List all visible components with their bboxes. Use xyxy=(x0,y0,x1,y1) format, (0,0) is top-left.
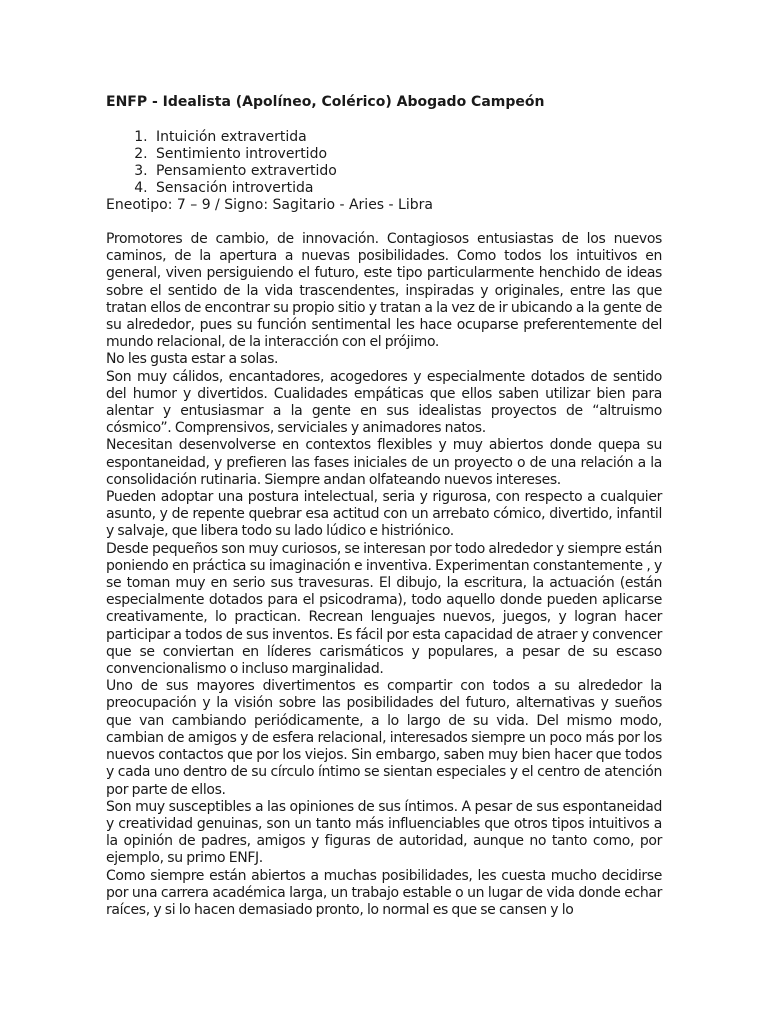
paragraph: No les gusta estar a solas. xyxy=(106,351,279,368)
function-item: 2. Sentimiento introvertido xyxy=(152,146,662,163)
paragraph: Desde pequeños son muy curiosos, se interesan por todo alrededor y siempre están poniendo en práctica su imaginación e inventiva. Experimentan constantemente , y se toman muy en serio sus travesuras. El dibujo, la escritura, la actuación (están especialmente dotados para el psicodrama), todo aquello donde pueden aplicarse creativamente, lo practican. Recrean lenguajes nuevos, juegos, y logran hacer participar a todos de sus inventos. Es fácil por esta capacidad de atraer y convencer que se conviertan en líderes carismáticos y populares, a pesar de su escaso convencionalismo o incluso marginalidad. xyxy=(106,540,662,678)
body-text xyxy=(106,231,662,919)
function-item: 4. Sensación introvertida xyxy=(152,180,662,197)
function-item: 1. Intuición extravertida xyxy=(152,129,662,146)
document-title: ENFP - Idealista (Apolíneo, Colérico) Abogado Campeón xyxy=(106,94,545,110)
paragraph: Pueden adoptar una postura intelectual, seria y rigurosa, con respecto a cualquier asunto, y de repente quebrar esa actitud con un arrebato cómico, divertido, infantil y salvaje, que libera todo su lado lúdico e histriónico. xyxy=(106,489,662,540)
cognitive-functions-list xyxy=(106,129,662,197)
paragraph: Promotores de cambio, de innovación. Contagiosos entusiastas de los nuevos caminos, de la apertura a nuevas posibilidades. Como todos los intuitivos en general, viven persiguiendo el futuro, este tipo particularmente henchido de ideas sobre el sentido de la vida trascendentes, inspiradas y originales, entre las que tratan ellos de encontrar su propio sitio y tratan a la vez de ir ubicando a la gente de su alrededor, pues su función sentimental les hace ocuparse preferentemente del mundo relacional, de la interacción con el prójimo. xyxy=(106,231,662,351)
paragraph: Uno de sus mayores divertimentos es compartir con todos a su alrededor la preocupación y la visión sobre las posibilidades del futuro, alternativas y sueños que van cambiando periódicamente, a lo largo de su vida. Del mismo modo, cambian de amigos y de esfera relacional, interesados siempre un poco más por los nuevos contactos que por los viejos. Sin embargo, saben muy bien hacer que todos y cada uno dentro de su círculo íntimo se sientan especiales y el centro de atención por parte de ellos. xyxy=(106,678,662,798)
eneatype-line: Eneotipo: 7 – 9 / Signo: Sagitario - Aries - Libra xyxy=(106,197,433,213)
paragraph: Como siempre están abiertos a muchas posibilidades, les cuesta mucho decidirse por una carrera académica larga, un trabajo estable o un lugar de vida donde echar raíces, y si lo hacen demasiado pronto, lo normal es que se cansen y lo xyxy=(106,867,662,918)
function-item: 3. Pensamiento extravertido xyxy=(152,163,662,180)
paragraph: Necesitan desenvolverse en contextos flexibles y muy abiertos donde quepa su espontaneidad, y prefieren las fases iniciales de un proyecto o de una relación a la consolidación rutinaria. Siempre andan olfateando nuevos intereses. xyxy=(106,437,662,488)
paragraph: Son muy susceptibles a las opiniones de sus íntimos. A pesar de sus espontaneidad y creatividad genuinas, son un tanto más influenciables que otros tipos intuitivos a la opinión de padres, amigos y figuras de autoridad, aunque no tanto como, por ejemplo, su primo ENFJ. xyxy=(106,798,662,867)
paragraph: Son muy cálidos, encantadores, acogedores y especialmente dotados de sentido del humor y divertidos. Cualidades empáticas que ellos saben utilizar bien para alentar y entusiasmar a la gente en sus idealistas proyectos de “altruismo cósmico”. Comprensivos, serviciales y animadores natos. xyxy=(106,368,662,437)
